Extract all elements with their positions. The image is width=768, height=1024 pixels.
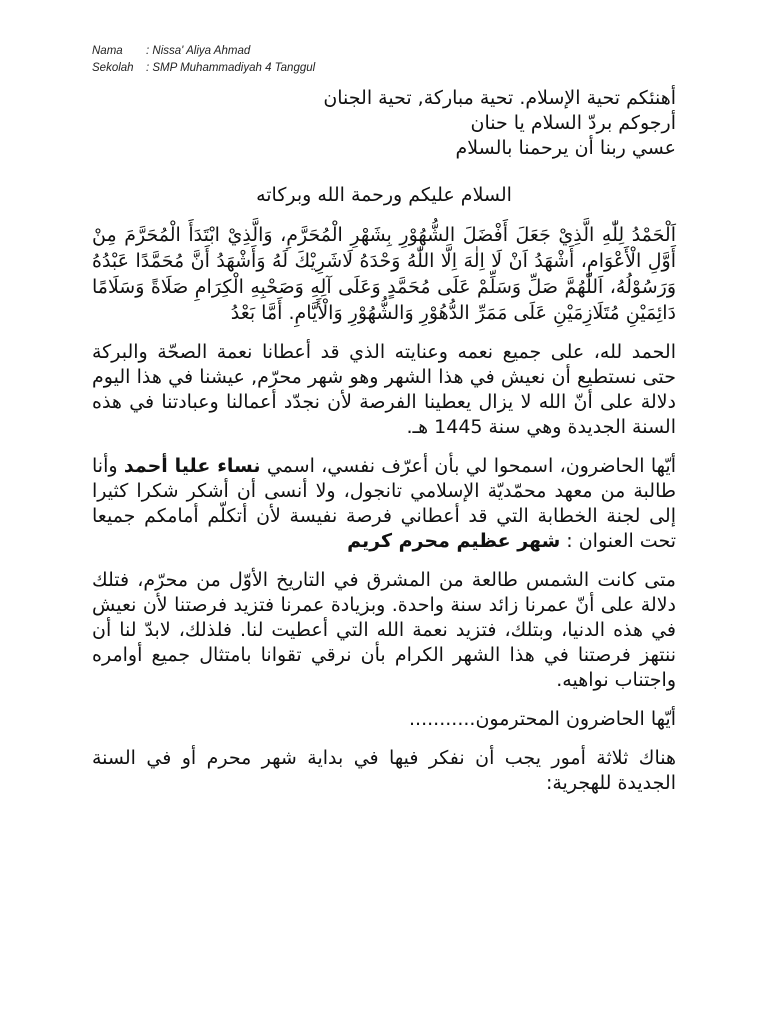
verse-line-3: عسي ربنا أن يرحمنا بالسلام: [455, 137, 676, 159]
school-label: Sekolah: [92, 62, 134, 74]
student-header: [92, 43, 315, 77]
verse-line-2: أرجوكم بردّ السلام يا حنان: [470, 112, 676, 134]
paragraph-address: أيّها الحاضرون المحترمون...........: [409, 708, 676, 730]
greeting-verse: [92, 86, 676, 161]
paragraph-gratitude: الحمد لله، على جميع نعمه وعنايته الذي قد أعطانا نعمة الصحّة والبركة حتى نستطيع أن نعيش في هذا الشهر وهو شهر محرّم, عيشنا في هذا اليوم دلالة على أنّ الله لا يزال يعطينا الفرصة لأن نجدّد أعمالنا وعبادتنا في هذه السنة الجديدة وهي سنة 1445 هـ.: [92, 341, 676, 438]
intro-text-2: وأنا طالبة من معهد محمّديّة الإسلامي تانجول، ولا أنسى أن أشكر شكرا كثيرا إلى لجنة الخطابة التي قد أعطاني فرصة نفيسة لأن أتكلّم أمامكم جميعا تحت العنوان :: [92, 455, 676, 552]
name-value: : Nissa' Aliya Ahmad: [146, 45, 251, 57]
paragraph-new-year: متى كانت الشمس طالعة من المشرق في التاريخ الأوّل من محرّم، فتلك دلالة على أنّ عمرنا زائد سنة واحدة. وبزيادة عمرنا فتزيد فرصتنا لأن نعيش في هذه الدنيا، وبتلك، فتزيد نعمة الله التي أعطيت لنا. فلذلك، لابدّ لنا أن ننتهز فرصتنا في هذا الشهر الكرام بأن نرقي تقوانا بامتثال جميع أوامره واجتناب نواهيه.: [92, 569, 676, 691]
speaker-name: نساء عليا أحمد: [123, 455, 261, 477]
opening-praise: اَلْحَمْدُ لِلّٰهِ الَّذِيْ جَعَلَ أَفْضَلَ الشُّهُوْرِ بِشَهْرِ الْمُحَرَّمِ، وَالَّذِيْ ابْتَدَأَ الْمُحَرَّمَ مِنْ أَوَّلِ الْأَعْوَامِ، أَشْهَدُ اَنْ لَا اِلٰهَ اِلَّا اللّٰهُ وَحْدَهُ لَاشَرِيْكَ لَهُ وَأَشْهَدُ أَنَّ مُحَمَّدًا عَبْدُهُ وَرَسُوْلُهُ، اَللّٰهُمَّ صَلِّ وَسَلِّمْ عَلَى مُحَمَّدٍ وَعَلَى آلِهِ وَصَحْبِهِ الْكِرَامِ صَلَاةً وَسَلَامًا دَائِمَيْنِ مُتَلَازِمَيْنِ عَلَى مَمَرِّ الدُّهُوْرِ وَالشُّهُوْرِ وَالْأَيَّامِ. أَمَّا بَعْدُ: [92, 224, 676, 324]
intro-text-1: أيّها الحاضرون، اسمحوا لي بأن أعرّف نفسي، اسمي: [260, 455, 677, 477]
salam-greeting: السلام عليكم ورحمة الله وبركاته: [256, 184, 512, 206]
school-row: [92, 60, 315, 77]
paragraph-three-matters: هناك ثلاثة أمور يجب أن نفكر فيها في بداية شهر محرم أو في السنة الجديدة للهجرية:: [92, 747, 676, 794]
verse-line-1: أهنئكم تحية الإسلام. تحية مباركة, تحية الجنان: [323, 87, 676, 109]
paragraph-introduction: [92, 454, 676, 554]
name-label: Nama: [92, 45, 123, 57]
school-value: : SMP Muhammadiyah 4 Tanggul: [146, 62, 316, 74]
speech-body: [92, 86, 676, 796]
name-row: [92, 43, 315, 60]
speech-title: شهر عظيم محرم كريم: [347, 530, 561, 552]
